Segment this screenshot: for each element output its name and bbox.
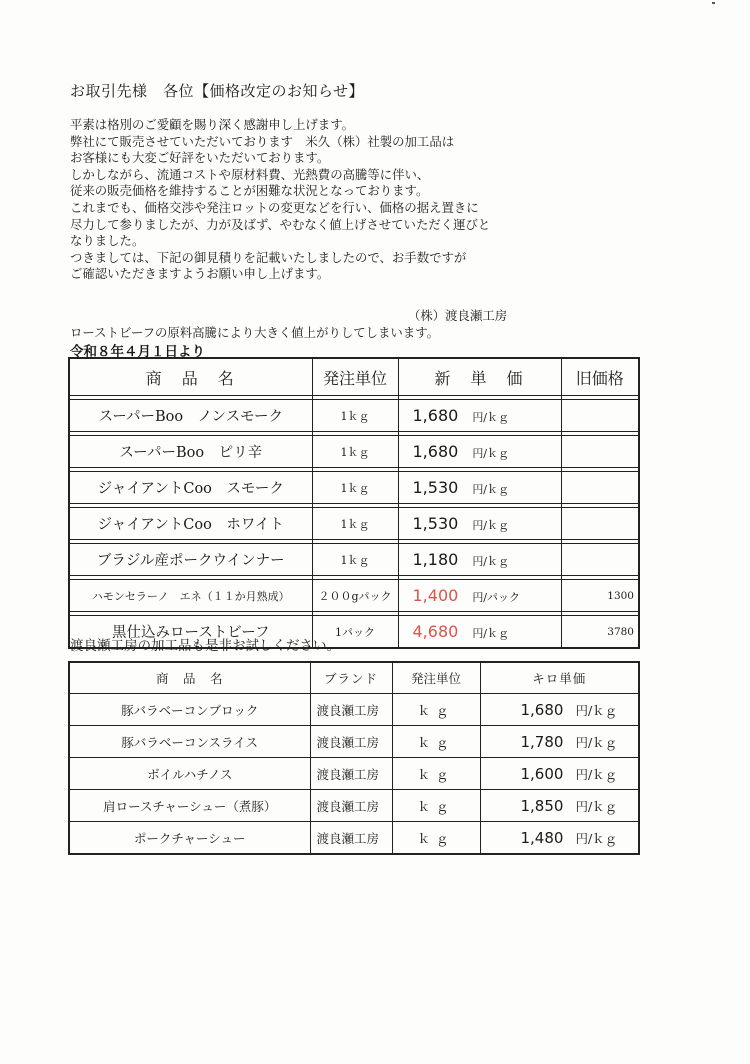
document-heading: お取引先様 各位【価格改定のお知らせ】: [70, 82, 365, 100]
price-value: 1,180: [412, 550, 459, 569]
table-row: [69, 726, 639, 758]
column-header: キロ単価: [480, 662, 639, 694]
price-unit: 円/ｋｇ: [472, 627, 510, 640]
table-row: [69, 508, 639, 540]
price-value: 1,600: [520, 764, 564, 783]
body-line: お客様にも大変ご好評をいただいております。: [70, 150, 330, 166]
price-unit: 円/ｋｇ: [575, 702, 618, 718]
product-name: ポークチャーシュー: [69, 822, 310, 855]
table-row: [69, 400, 639, 432]
price-value: 4,680: [412, 622, 459, 641]
column-header: ブランド: [310, 662, 392, 694]
price-value: 1,480: [520, 828, 564, 847]
brand: 渡良瀬工房: [310, 694, 392, 726]
product-name: スーパーBoo ノンスモーク: [69, 400, 312, 432]
body-line: 尽力して参りましたが、力が及ばず、やむなく値上げさせていただく運びと: [70, 216, 491, 232]
price-unit: 円/ｋｇ: [472, 411, 510, 424]
old-price: [561, 400, 639, 432]
old-price: 1300: [561, 580, 639, 612]
price-value: 1,680: [412, 442, 459, 461]
product-name: ハモンセラーノ エネ（１１か月熟成）: [69, 580, 312, 612]
order-unit: 1パック: [312, 616, 398, 649]
body-line: 従来の販売価格を維持することが困難な状況となっております。: [70, 183, 429, 199]
old-price: [561, 508, 639, 540]
table-row: [69, 580, 639, 612]
old-price: 3780: [561, 616, 639, 649]
price-value: 1,850: [520, 796, 564, 815]
price-unit: 円/ｋｇ: [575, 830, 618, 846]
order-unit: ｋｇ: [392, 726, 480, 758]
price-value: 1,780: [520, 732, 564, 751]
order-unit: ｋｇ: [392, 822, 480, 855]
body-line: ご確認いただきますようお願い申し上げます。: [70, 266, 330, 282]
new-price: [398, 472, 561, 504]
kilo-price: [480, 694, 639, 726]
kilo-price: [480, 790, 639, 822]
body-line: 平素は格別のご愛顧を賜り深く感謝申し上げます。: [70, 117, 354, 132]
price-value: 1,680: [412, 406, 459, 425]
table-row: [69, 694, 639, 726]
body-line: つきましては、下記の御見積りを記載いたしましたので、お手数ですが: [70, 249, 467, 265]
price-unit: 円/ｋｇ: [472, 483, 510, 496]
price-value: 1,530: [412, 478, 459, 497]
old-price: [561, 472, 639, 504]
order-unit: 1ｋｇ: [312, 436, 398, 468]
price-unit: 円/ｋｇ: [472, 555, 510, 568]
price-unit: 円/ｋｇ: [575, 766, 618, 782]
product-price-table: [68, 661, 640, 855]
new-price: [398, 544, 561, 576]
scan-speck: [712, 2, 715, 4]
product-name: ジャイアントCoo ホワイト: [69, 508, 312, 540]
order-unit: 1ｋｇ: [312, 508, 398, 540]
new-price: [398, 400, 561, 432]
product-name: 豚バラベーコンブロック: [69, 694, 310, 726]
brand: 渡良瀬工房: [310, 758, 392, 790]
price-unit: 円/ｋｇ: [472, 519, 510, 532]
price-value: 1,680: [520, 700, 564, 719]
product-name: 肩ロースチャーシュー（煮豚）: [69, 790, 310, 822]
product-name: ブラジル産ポークウインナー: [69, 544, 312, 576]
product-name: 豚バラベーコンスライス: [69, 726, 310, 758]
body-line: 弊社にて販売させていただいております 米久（株）社製の加工品は: [70, 133, 455, 149]
new-price: [398, 580, 561, 612]
brand: 渡良瀬工房: [310, 726, 392, 758]
effective-date: 令和８年４月１日より: [70, 344, 205, 360]
price-revision-table: [68, 357, 640, 649]
column-header: 発注単位: [312, 358, 398, 396]
kilo-price: [480, 726, 639, 758]
product-name: ボイルハチノス: [69, 758, 310, 790]
price-unit: 円/ｋｇ: [472, 447, 510, 460]
order-unit: ２００gパック: [312, 580, 398, 612]
brand: 渡良瀬工房: [310, 790, 392, 822]
product-intro: 渡良瀬工房の加工品も是非お試しください。: [70, 638, 340, 654]
new-price: [398, 508, 561, 540]
product-name: 黒仕込みローストビーフ: [69, 616, 312, 649]
table-header-row: [69, 662, 639, 694]
price-value: 1,530: [412, 514, 459, 533]
table-header-row: [69, 358, 639, 396]
new-price: [398, 616, 561, 649]
kilo-price: [480, 822, 639, 855]
order-unit: 1ｋｇ: [312, 400, 398, 432]
old-price: [561, 544, 639, 576]
old-price: [561, 436, 639, 468]
table-row: [69, 758, 639, 790]
column-header: 旧価格: [561, 358, 639, 396]
column-header: 商 品 名: [69, 662, 310, 694]
column-header: 新 単 価: [398, 358, 561, 396]
body-line: なりました。: [70, 233, 145, 249]
price-unit: 円/ｋｇ: [575, 734, 618, 750]
company-signature: （株）渡良瀬工房: [408, 308, 508, 323]
order-unit: ｋｇ: [392, 790, 480, 822]
brand: 渡良瀬工房: [310, 822, 392, 855]
price-value: 1,400: [412, 586, 459, 605]
body-line: これまでも、価格交渉や発注ロットの変更などを行い、価格の据え置きに: [70, 199, 479, 215]
roast-beef-note: ローストビーフの原料高騰により大きく値上がりしてしまいます。: [70, 325, 439, 340]
price-unit: 円/パック: [472, 591, 521, 604]
column-header: 商 品 名: [69, 358, 312, 396]
order-unit: 1ｋｇ: [312, 472, 398, 504]
table-row: [69, 822, 639, 855]
column-header: 発注単位: [392, 662, 480, 694]
order-unit: 1ｋｇ: [312, 544, 398, 576]
order-unit: ｋｇ: [392, 758, 480, 790]
product-name: スーパーBoo ピリ辛: [69, 436, 312, 468]
order-unit: ｋｇ: [392, 694, 480, 726]
table-row: [69, 790, 639, 822]
product-name: ジャイアントCoo スモーク: [69, 472, 312, 504]
table-row: [69, 436, 639, 468]
letter-body: [70, 117, 490, 283]
new-price: [398, 436, 561, 468]
table-row: [69, 472, 639, 504]
table-row: [69, 544, 639, 576]
price-unit: 円/ｋｇ: [575, 798, 618, 814]
kilo-price: [480, 758, 639, 790]
body-line: しかしながら、流通コストや原材料費、光熱費の高騰等に伴い、: [70, 166, 430, 182]
